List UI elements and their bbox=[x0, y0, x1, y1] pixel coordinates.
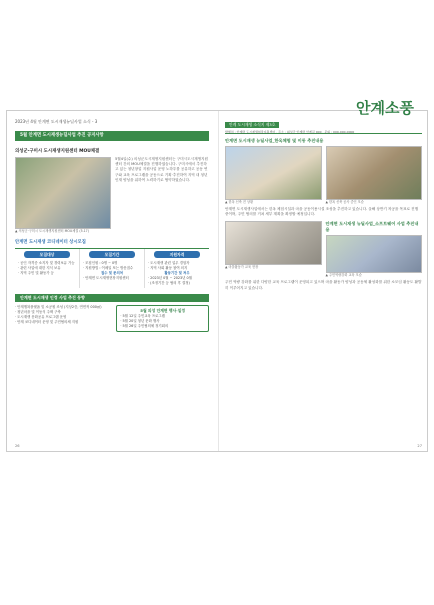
box-period bbox=[80, 249, 145, 288]
hanok-subhead: 안계면 도시재생 뉴딜사업_한옥체험 및 이동 추진내용 bbox=[225, 138, 324, 143]
box-title: 지원자격 bbox=[154, 251, 200, 258]
box-target bbox=[15, 249, 80, 288]
box-line: · 도시재생 관련 업무 경험자 bbox=[148, 261, 190, 265]
box-line: · 지역 주민 및 활동가 등 bbox=[18, 271, 54, 275]
box-qualification bbox=[145, 249, 209, 288]
activity-photo-2 bbox=[326, 235, 423, 273]
box-title: 모집대상 bbox=[24, 251, 70, 258]
right-page bbox=[218, 99, 428, 451]
mou-photo bbox=[15, 157, 111, 229]
photo-caption: ▲ 한옥 신축 전 상황 bbox=[225, 200, 254, 204]
software-subhead: 안계면 도시재생 뉴딜사업_소프트웨어 사업 추진내용 bbox=[325, 221, 419, 233]
list-item: · 5월 12일 주민교육 프로그램 bbox=[120, 314, 165, 318]
page-number: 27 bbox=[417, 444, 422, 448]
box-line: · 공인 자격증 소지자 및 경력보유 가능 bbox=[18, 261, 75, 265]
trend-list bbox=[15, 305, 112, 332]
box-line: · 관련 사업에 대한 지식 보유 bbox=[18, 266, 61, 270]
coordinator-section-title: 안계면 도시재생 코디네이터 상시모집 bbox=[15, 240, 86, 245]
software-body-text: 주민 역량 강화를 위한 다양한 교육 프로그램이 운영되고 있으며 마을 활동가 양성과 공동체 활성화를 위한 소모임 활동도 활발히 이루어지고 있습니다. bbox=[225, 280, 422, 290]
coordinator-boxes bbox=[15, 248, 209, 288]
list-item: · 안계 코디네이터 운영 및 주민협의체 지원 bbox=[15, 320, 79, 324]
schedule-title: 5월 의성 안계면 행사·일정 bbox=[140, 308, 186, 313]
photo-caption: ▲ 주민역량강화 교육 모습 bbox=[325, 273, 362, 278]
list-item: · 5월 26일 주민협의체 정기회의 bbox=[120, 324, 169, 328]
brand-logo: 안계소풍 bbox=[356, 99, 414, 117]
list-item: · 안계행복플랫폼 및 소공원 조성 (지상2층, 연면적 000㎡) bbox=[15, 305, 102, 309]
page-header: 2023년 4월 안계면 도시재생뉴딜사업 소식 - 3 bbox=[15, 119, 98, 124]
issue-banner: 안계 도시재생 소식지 제3호 bbox=[225, 122, 279, 128]
box-line: · 안계면 도시재생현장지원센터 bbox=[83, 276, 129, 280]
activity-photo-1 bbox=[225, 221, 322, 265]
box-line: · 지역 사회 활동 참여 의지 bbox=[148, 266, 188, 270]
mou-photo-caption: ▲ 의성군·구미시 도시재생지원센터 MOU체결 (5.17) bbox=[15, 229, 89, 233]
list-item: · 도시재생 문화공유 프로그램 운영 bbox=[15, 315, 67, 319]
hanok-body-text: 안계면 도시재생사업에서는 한옥 체험시설과 마을 공동이용시설 조성을 추진하고 있습니다. 올해 상반기 착공을 목표로 진행 중이며, 주민 협의를 거쳐 세부 계획을 확정할 예정입니다. bbox=[225, 207, 419, 217]
box-line: · (조정기간 등 협의 후 결정) bbox=[148, 281, 190, 285]
hanok-photo-before bbox=[225, 146, 322, 200]
hanok-photo-construction bbox=[326, 146, 423, 200]
notice-banner: 5월 안계면 도시재생뉴딜사업 추진 공지사항 bbox=[15, 131, 209, 141]
trend-strip: 안계면 도시재생 인정 사업 추진 동향 bbox=[15, 294, 209, 302]
schedule-box bbox=[116, 305, 209, 332]
magazine-spread bbox=[6, 99, 428, 452]
box-line: 접수 및 문의처 bbox=[100, 271, 123, 275]
mou-subhead: 의성군·구미시 도시재생지원센터 MOU체결 bbox=[15, 149, 100, 154]
box-line: · 2023년 0월 ~ 2023년 0월 bbox=[148, 276, 192, 280]
photo-caption: ▲ 한옥 신축 공사 중인 모습 bbox=[325, 200, 364, 204]
mou-body-text: 5월4일(수) 의성군도시재생지원센터는 구미시도시재생지원센터 간의 MOU체결을 진행하였습니다. 구미시에서 추진하고 있는 청년창업 지원사업 운영 노하우를 공유하고 공동 연구와 교육 프로그램을 공동으로 기획·추진하여 지역 내 청년 인재 양성을 위하여 노력하기로 협약하였습니다. bbox=[115, 157, 208, 182]
box-line: · 모집인원 : 0명 ~ 0명 bbox=[83, 261, 118, 265]
box-line: · 지원방법 : 이메일 또는 방문접수 bbox=[83, 266, 134, 270]
left-page bbox=[7, 111, 217, 451]
photo-caption: ▲ 마을활동가 교육 현장 bbox=[225, 265, 259, 270]
box-line: 활동기간 및 처우 bbox=[164, 271, 190, 275]
page-number: 26 bbox=[15, 444, 20, 448]
publisher-line: 발행처 : 안계면 도시재생현장지원센터 · 주소 : 의성군 안계면 안계길 000 · 문의 : 000-000-0000 bbox=[225, 130, 355, 134]
list-item: · 청년마을 및 이동식 주택 구축 bbox=[15, 310, 61, 314]
box-title: 모집기간 bbox=[89, 251, 135, 258]
list-item: · 5월 20일 청년 문화 행사 bbox=[120, 319, 160, 323]
